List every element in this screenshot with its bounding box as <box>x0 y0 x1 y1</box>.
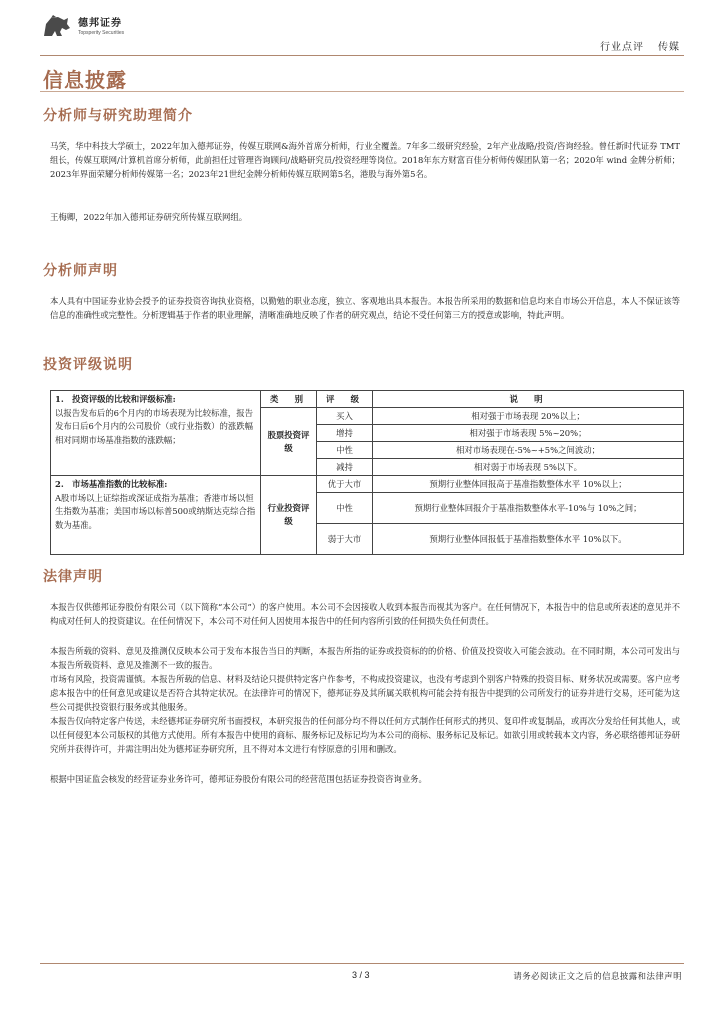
rating-cell: 买入 <box>317 408 373 425</box>
description-cell: 预期行业整体回报介于基准指数整体水平-10%与 10%之间； <box>373 493 684 524</box>
benchmark-criteria-title: 2. 市场基准指数的比较标准: <box>55 479 168 489</box>
logo-english-name: Topsperity Securities <box>78 29 125 36</box>
legal-paragraph-1: 本报告仅供德邦证券股份有限公司（以下简称“本公司”）的客户使用。本公司不会因接收人收到本报告而视其为客户。在任何情况下，本报告中的信息或所表述的意见并不构成对任何人的投资建议。在任何情况下，本公司不对任何人因使用本报告中的任何内容所引致的任何损失负任何责任。 <box>50 602 680 626</box>
benchmark-criteria-cell <box>51 476 261 555</box>
industry-rating-category: 行业投资评级 <box>261 476 317 555</box>
legal-paragraph-3: 市场有风险，投资需谨慎。本报告所载的信息、材料及结论只提供特定客户作参考，不构成投资建议，也没有考虑到个别客户特殊的投资目标、财务状况或需要。客户应考虑本报告中的任何意见或建议是否符合其特定状况。在法律许可的情况下，德邦证券及其所属关联机构可能会持有报告中提到的公司所发行的证券并进行交易，还可能为这些公司提供投资银行服务或其他服务。 <box>50 674 680 712</box>
assistant-intro-paragraph: 王梅卿，2022年加入德邦证券研究所传媒互联网组。 <box>50 212 248 222</box>
rating-cell: 弱于大市 <box>317 524 373 555</box>
rating-cell: 中性 <box>317 493 373 524</box>
page-title: 信息披露 <box>43 68 127 92</box>
footer-disclaimer: 请务必阅读正文之后的信息披露和法律声明 <box>513 971 682 981</box>
rating-cell: 增持 <box>317 425 373 442</box>
description-cell: 相对市场表现在-5%~+5%之间波动； <box>373 442 684 459</box>
rating-cell: 优于大市 <box>317 476 373 493</box>
column-header-rating: 评 级 <box>317 391 373 408</box>
rating-cell: 减持 <box>317 459 373 476</box>
table-row <box>51 391 684 408</box>
report-category <box>600 38 680 53</box>
description-cell: 相对强于市场表现 20%以上； <box>373 408 684 425</box>
legal-paragraph-2: 本报告所载的资料、意见及推测仅反映本公司于发布本报告当日的判断，本报告所指的证券或投资标的的价格、价值及投资收入可能会波动。在不同时期，本公司可发出与本报告所载资料、意见及推测不一致的报告。 <box>50 646 680 670</box>
analyst-intro-heading: 分析师与研究助理简介 <box>43 108 193 124</box>
company-logo <box>40 14 124 40</box>
analyst-statement-paragraph: 本人具有中国证券业协会授予的证券投资咨询执业资格，以勤勉的职业态度，独立、客观地出具本报告。本报告所采用的数据和信息均来自市场公开信息，本人不保证该等信息的准确性或完整性。分析逻辑基于作者的职业理解，清晰准确地反映了作者的研究观点，结论不受任何第三方的授意或影响，特此声明。 <box>50 296 680 320</box>
rating-criteria-cell <box>51 391 261 476</box>
stock-rating-category: 股票投资评级 <box>261 408 317 476</box>
analyst-statement-heading: 分析师声明 <box>43 263 118 279</box>
column-header-category: 类 别 <box>261 391 317 408</box>
table-row <box>51 476 684 493</box>
rating-heading: 投资评级说明 <box>43 357 133 373</box>
description-cell: 相对强于市场表现 5%~20%； <box>373 425 684 442</box>
description-cell: 相对弱于市场表现 5%以下。 <box>373 459 684 476</box>
column-header-description: 说 明 <box>373 391 684 408</box>
report-sector: 传媒 <box>658 42 680 53</box>
rating-cell: 中性 <box>317 442 373 459</box>
title-divider <box>40 91 684 92</box>
legal-heading: 法律声明 <box>43 569 103 585</box>
benchmark-criteria-body: A股市场以上证综指或深证成指为基准；香港市场以恒生指数为基准；美国市场以标普500或纳斯达克综合指数为基准。 <box>55 492 256 530</box>
page-header <box>40 14 684 54</box>
page-number: 3 / 3 <box>352 970 370 980</box>
header-divider <box>40 55 684 56</box>
rating-criteria-title: 1. 投资评级的比较和评级标准: <box>55 394 176 404</box>
logo-chinese-name: 德邦证券 <box>78 17 122 29</box>
legal-paragraph-5: 根据中国证监会核发的经营证券业务许可，德邦证券股份有限公司的经营范围包括证券投资咨询业务。 <box>50 774 427 784</box>
description-cell: 预期行业整体回报高于基准指数整体水平 10%以上； <box>373 476 684 493</box>
analyst-intro-paragraph: 马笑，华中科技大学硕士，2022年加入德邦证券，传媒互联网&海外首席分析师，行业全覆盖。7年多二级研究经验，2年产业战略/投资/咨询经验。曾任新时代证券 TMT 组长，传媒互联网/计算机首席分析师，此前担任过管理咨询顾问/战略研究员/投资经理等岗位。2018年东方财富百佳分析师传媒团队第一名；2020年 wind 金牌分析师；2023年界面荣耀分析师传媒第一名；2023年21世纪金牌分析师传媒互联网第5名，港股与海外第5名。 <box>50 141 680 179</box>
description-cell: 预期行业整体回报低于基准指数整体水平 10%以下。 <box>373 524 684 555</box>
legal-paragraph-4: 本报告仅向特定客户传送，未经德邦证券研究所书面授权，本研究报告的任何部分均不得以任何方式制作任何形式的拷贝、复印件或复制品，或再次分发给任何其他人，或以任何侵犯本公司版权的其他方式使用。所有本报告中使用的商标、服务标记及标记均为本公司的商标、服务标记及标记。如欲引用或转载本文内容，务必联络德邦证券研究所并获得许可，并需注明出处为德邦证券研究所，且不得对本文进行有悖原意的引用和删改。 <box>50 716 680 754</box>
rating-criteria-body: 以报告发布后的6个月内的市场表现为比较标准，报告发布日后6个月内的公司股价（或行业指数）的涨跌幅相对同期市场基准指数的涨跌幅； <box>55 407 253 445</box>
lion-logo-icon <box>40 14 72 40</box>
footer-divider <box>40 963 684 964</box>
rating-table <box>50 390 684 555</box>
report-type: 行业点评 <box>600 42 644 53</box>
